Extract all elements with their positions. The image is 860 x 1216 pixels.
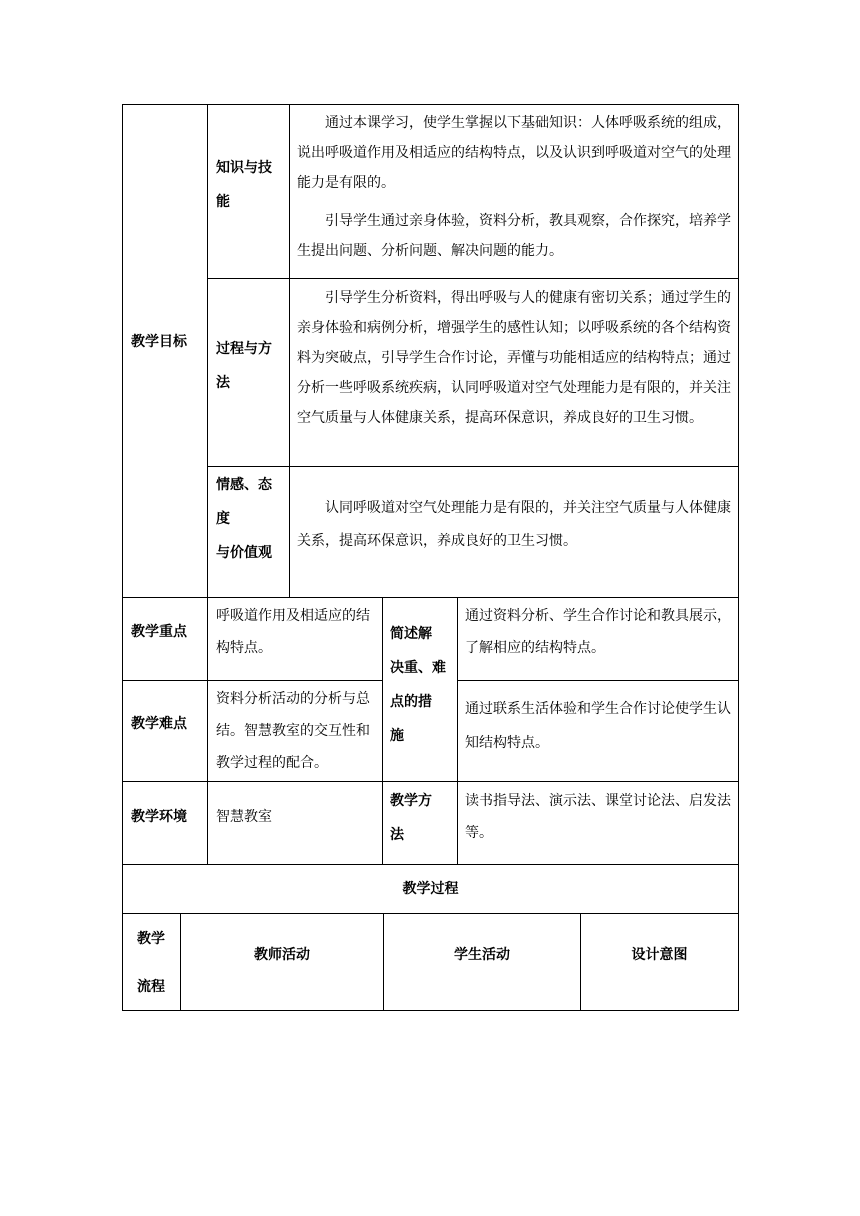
method-label-line2: 法 xyxy=(390,827,404,843)
emotion-label-line1: 情感、态 xyxy=(216,477,272,493)
method-text: 读书指导法、演示法、课堂讨论法、启发法等。 xyxy=(465,793,731,841)
divider xyxy=(122,913,739,914)
process-method-text xyxy=(297,283,731,433)
emotion-attitude-label xyxy=(216,468,288,570)
design-intent-header: 设计意图 xyxy=(631,947,688,963)
divider xyxy=(122,680,383,681)
process-label-line2: 法 xyxy=(216,375,230,391)
process-paragraph: 引导学生分析资料，得出呼吸与人的健康有密切关系；通过学生的亲身体验和病例分析，增强学生的感性认知；以呼吸系统的各个结构资料为突破点，引导学生合作讨论，弄懂与功能相适应的结构特点；通过分析一些呼吸系统疾病，认同呼吸道对空气处理能力是有限的，并关注空气质量与人体健康关系，提高环保意识，养成良好的卫生习惯。 xyxy=(297,290,731,426)
measures-difficulty-text: 通过联系生活体验和学生合作讨论使学生认知结构特点。 xyxy=(465,701,731,751)
emotion-attitude-text xyxy=(297,492,731,558)
measures-label-line1: 简述解 xyxy=(390,626,432,642)
divider xyxy=(207,597,208,865)
environment-label: 教学环境 xyxy=(131,809,187,825)
divider xyxy=(207,466,739,467)
difficulty-label: 教学难点 xyxy=(131,716,187,732)
measures-label-line4: 施 xyxy=(390,728,404,744)
measures-label-line2: 决重、难 xyxy=(390,660,446,676)
measures-key-text: 通过资料分析、学生合作讨论和教具展示，了解相应的结构特点。 xyxy=(465,608,731,656)
student-activity-header: 学生活动 xyxy=(454,947,510,963)
measures-label xyxy=(390,617,456,753)
knowledge-skills-text xyxy=(297,108,731,266)
divider xyxy=(289,104,290,598)
table-border-bottom xyxy=(122,1010,739,1011)
divider xyxy=(382,597,383,865)
process-label-line1: 过程与方 xyxy=(216,341,272,357)
knowledge-skills-label xyxy=(216,151,288,219)
divider xyxy=(457,597,458,865)
divider xyxy=(207,278,739,279)
knowledge-label-line1: 知识与技 xyxy=(216,160,272,176)
emotion-label-line3: 与价值观 xyxy=(216,545,272,561)
divider xyxy=(122,781,739,782)
knowledge-paragraph-1: 通过本课学习，使学生掌握以下基础知识：人体呼吸系统的组成，说出呼吸道作用及相适应的结构特点，以及认识到呼吸道对空气的处理能力是有限的。 xyxy=(297,115,731,191)
method-label xyxy=(390,784,456,852)
method-label-line1: 教学方 xyxy=(390,793,432,809)
teaching-process-header: 教学过程 xyxy=(402,881,459,897)
divider xyxy=(207,104,208,598)
knowledge-paragraph-2: 引导学生通过亲身体验，资料分析，教具观察，合作探究，培养学生提出问题、分析问题、解决问题的能力。 xyxy=(297,213,731,259)
table-border-top xyxy=(122,104,739,105)
emotion-paragraph: 认同呼吸道对空气处理能力是有限的，并关注空气质量与人体健康关系，提高环保意识，养成良好的卫生习惯。 xyxy=(297,500,731,549)
objectives-label: 教学目标 xyxy=(131,334,187,350)
divider xyxy=(122,597,739,598)
difficulty-text: 资料分析活动的分析与总结。智慧教室的交互性和教学过程的配合。 xyxy=(216,691,370,771)
knowledge-label-line2: 能 xyxy=(216,194,230,210)
key-point-text: 呼吸道作用及相适应的结构特点。 xyxy=(216,608,370,656)
process-method-label xyxy=(216,332,288,400)
key-point-label: 教学重点 xyxy=(131,624,187,640)
flow-label-line1: 教学 xyxy=(137,931,165,947)
teacher-activity-header: 教师活动 xyxy=(254,947,310,963)
divider xyxy=(122,864,739,865)
emotion-label-line2: 度 xyxy=(216,511,230,527)
measures-label-line3: 点的措 xyxy=(390,694,432,710)
environment-text: 智慧教室 xyxy=(216,809,272,825)
divider xyxy=(457,680,739,681)
flow-label-line2: 流程 xyxy=(137,979,165,995)
teaching-flow-header xyxy=(122,915,180,1011)
